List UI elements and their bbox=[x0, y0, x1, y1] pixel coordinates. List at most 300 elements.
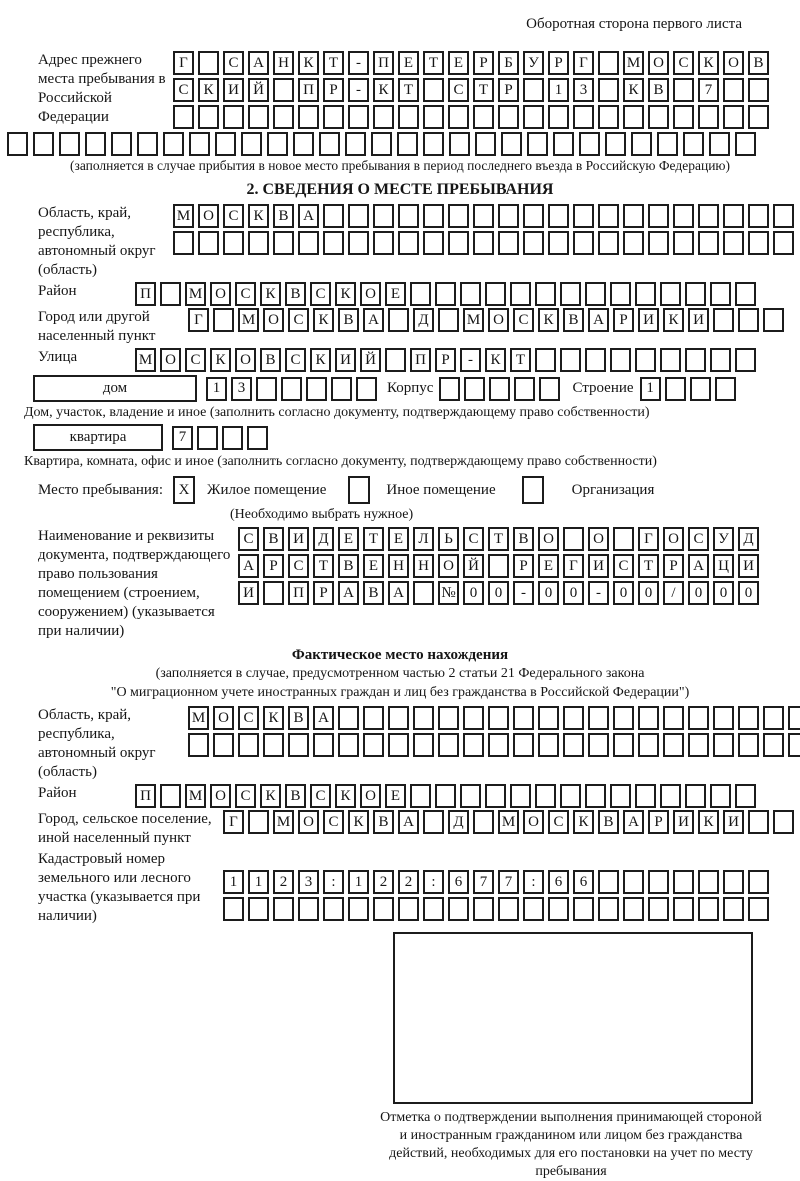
char-cell[interactable] bbox=[685, 784, 706, 808]
char-cell[interactable]: М bbox=[238, 308, 259, 332]
char-cell[interactable] bbox=[388, 706, 409, 730]
char-cell[interactable] bbox=[788, 733, 800, 757]
char-cell[interactable] bbox=[213, 308, 234, 332]
char-cell[interactable]: - bbox=[348, 51, 369, 75]
char-cell[interactable]: 1 bbox=[206, 377, 227, 401]
char-cell[interactable] bbox=[738, 733, 759, 757]
char-cell[interactable] bbox=[723, 231, 744, 255]
char-cell[interactable] bbox=[763, 733, 784, 757]
char-cell[interactable] bbox=[513, 706, 534, 730]
char-cell[interactable] bbox=[371, 132, 392, 156]
char-cell[interactable]: : bbox=[423, 870, 444, 894]
char-cell[interactable] bbox=[713, 308, 734, 332]
char-cell[interactable] bbox=[198, 51, 219, 75]
char-cell[interactable] bbox=[498, 897, 519, 921]
char-cell[interactable] bbox=[323, 897, 344, 921]
char-cell[interactable]: С bbox=[223, 204, 244, 228]
char-cell[interactable] bbox=[560, 282, 581, 306]
char-cell[interactable] bbox=[460, 282, 481, 306]
char-cell[interactable] bbox=[348, 105, 369, 129]
char-cell[interactable]: О bbox=[360, 784, 381, 808]
char-cell[interactable] bbox=[438, 308, 459, 332]
char-cell[interactable] bbox=[439, 377, 460, 401]
char-cell[interactable]: И bbox=[238, 581, 259, 605]
char-cell[interactable] bbox=[460, 784, 481, 808]
char-cell[interactable]: Е bbox=[538, 554, 559, 578]
char-cell[interactable]: О bbox=[663, 527, 684, 551]
char-cell[interactable]: С bbox=[185, 348, 206, 372]
char-cell[interactable] bbox=[488, 706, 509, 730]
char-cell[interactable]: Р bbox=[498, 78, 519, 102]
char-cell[interactable] bbox=[510, 282, 531, 306]
char-cell[interactable] bbox=[448, 231, 469, 255]
char-cell[interactable] bbox=[585, 282, 606, 306]
char-cell[interactable] bbox=[348, 897, 369, 921]
char-cell[interactable] bbox=[498, 204, 519, 228]
char-cell[interactable] bbox=[663, 733, 684, 757]
char-cell[interactable] bbox=[137, 132, 158, 156]
char-cell[interactable] bbox=[475, 132, 496, 156]
char-cell[interactable] bbox=[690, 377, 711, 401]
char-cell[interactable]: 0 bbox=[613, 581, 634, 605]
char-cell[interactable] bbox=[527, 132, 548, 156]
char-cell[interactable] bbox=[648, 897, 669, 921]
char-cell[interactable] bbox=[735, 282, 756, 306]
char-cell[interactable]: К bbox=[698, 810, 719, 834]
char-cell[interactable] bbox=[673, 897, 694, 921]
char-cell[interactable]: Н bbox=[413, 554, 434, 578]
char-cell[interactable]: О bbox=[360, 282, 381, 306]
char-cell[interactable]: 1 bbox=[223, 870, 244, 894]
char-cell[interactable] bbox=[473, 810, 494, 834]
char-cell[interactable] bbox=[263, 581, 284, 605]
char-cell[interactable]: А bbox=[338, 581, 359, 605]
char-cell[interactable]: 0 bbox=[538, 581, 559, 605]
char-cell[interactable]: С bbox=[223, 51, 244, 75]
char-cell[interactable]: Г bbox=[173, 51, 194, 75]
char-cell[interactable]: М bbox=[185, 282, 206, 306]
char-cell[interactable] bbox=[723, 204, 744, 228]
char-cell[interactable] bbox=[356, 377, 377, 401]
char-cell[interactable]: А bbox=[623, 810, 644, 834]
char-cell[interactable]: - bbox=[460, 348, 481, 372]
char-cell[interactable] bbox=[735, 132, 756, 156]
char-cell[interactable] bbox=[523, 231, 544, 255]
char-cell[interactable]: Т bbox=[313, 554, 334, 578]
char-cell[interactable] bbox=[548, 105, 569, 129]
char-cell[interactable]: Е bbox=[448, 51, 469, 75]
char-cell[interactable] bbox=[7, 132, 28, 156]
char-cell[interactable] bbox=[523, 78, 544, 102]
char-cell[interactable]: Н bbox=[273, 51, 294, 75]
char-cell[interactable] bbox=[553, 132, 574, 156]
char-cell[interactable]: С bbox=[323, 810, 344, 834]
char-cell[interactable] bbox=[247, 426, 268, 450]
char-cell[interactable] bbox=[198, 105, 219, 129]
char-cell[interactable]: 2 bbox=[398, 870, 419, 894]
char-cell[interactable] bbox=[501, 132, 522, 156]
char-cell[interactable] bbox=[188, 733, 209, 757]
char-cell[interactable]: А bbox=[363, 308, 384, 332]
char-cell[interactable] bbox=[523, 204, 544, 228]
char-cell[interactable]: Е bbox=[338, 527, 359, 551]
char-cell[interactable] bbox=[598, 78, 619, 102]
char-cell[interactable]: А bbox=[588, 308, 609, 332]
char-cell[interactable] bbox=[623, 897, 644, 921]
char-cell[interactable]: В bbox=[338, 308, 359, 332]
char-cell[interactable] bbox=[413, 733, 434, 757]
char-cell[interactable]: В bbox=[288, 706, 309, 730]
char-cell[interactable] bbox=[710, 282, 731, 306]
char-cell[interactable]: К bbox=[485, 348, 506, 372]
char-cell[interactable]: А bbox=[398, 810, 419, 834]
char-cell[interactable] bbox=[423, 204, 444, 228]
char-cell[interactable] bbox=[598, 897, 619, 921]
char-cell[interactable] bbox=[313, 733, 334, 757]
char-cell[interactable] bbox=[635, 282, 656, 306]
char-cell[interactable] bbox=[748, 810, 769, 834]
char-cell[interactable]: О bbox=[198, 204, 219, 228]
char-cell[interactable] bbox=[173, 105, 194, 129]
char-cell[interactable]: С bbox=[513, 308, 534, 332]
char-cell[interactable] bbox=[648, 204, 669, 228]
char-cell[interactable] bbox=[683, 132, 704, 156]
char-cell[interactable]: О bbox=[588, 527, 609, 551]
char-cell[interactable] bbox=[610, 282, 631, 306]
char-cell[interactable] bbox=[585, 348, 606, 372]
char-cell[interactable] bbox=[588, 706, 609, 730]
char-cell[interactable]: 2 bbox=[273, 870, 294, 894]
char-cell[interactable] bbox=[215, 132, 236, 156]
char-cell[interactable] bbox=[410, 282, 431, 306]
char-cell[interactable] bbox=[488, 733, 509, 757]
char-cell[interactable] bbox=[713, 733, 734, 757]
char-cell[interactable] bbox=[331, 377, 352, 401]
char-cell[interactable] bbox=[273, 897, 294, 921]
char-cell[interactable]: 7 bbox=[498, 870, 519, 894]
char-cell[interactable]: 1 bbox=[640, 377, 661, 401]
char-cell[interactable] bbox=[715, 377, 736, 401]
char-cell[interactable] bbox=[323, 231, 344, 255]
char-cell[interactable]: В bbox=[285, 784, 306, 808]
char-cell[interactable]: К bbox=[663, 308, 684, 332]
char-cell[interactable] bbox=[610, 348, 631, 372]
char-cell[interactable] bbox=[698, 204, 719, 228]
char-cell[interactable] bbox=[273, 105, 294, 129]
char-cell[interactable] bbox=[560, 348, 581, 372]
char-cell[interactable]: : bbox=[323, 870, 344, 894]
char-cell[interactable] bbox=[388, 308, 409, 332]
char-cell[interactable]: М bbox=[135, 348, 156, 372]
char-cell[interactable] bbox=[748, 105, 769, 129]
char-cell[interactable] bbox=[598, 51, 619, 75]
char-cell[interactable] bbox=[539, 377, 560, 401]
char-cell[interactable] bbox=[613, 733, 634, 757]
char-cell[interactable]: К bbox=[698, 51, 719, 75]
char-cell[interactable] bbox=[709, 132, 730, 156]
char-cell[interactable] bbox=[423, 105, 444, 129]
char-cell[interactable] bbox=[673, 78, 694, 102]
char-cell[interactable]: П bbox=[135, 784, 156, 808]
char-cell[interactable]: И bbox=[223, 78, 244, 102]
char-cell[interactable] bbox=[735, 348, 756, 372]
char-cell[interactable] bbox=[773, 810, 794, 834]
char-cell[interactable]: А bbox=[388, 581, 409, 605]
char-cell[interactable] bbox=[573, 897, 594, 921]
char-cell[interactable] bbox=[306, 377, 327, 401]
char-cell[interactable]: О bbox=[210, 784, 231, 808]
char-cell[interactable] bbox=[463, 733, 484, 757]
char-cell[interactable]: П bbox=[410, 348, 431, 372]
char-cell[interactable]: Р bbox=[613, 308, 634, 332]
char-cell[interactable] bbox=[698, 231, 719, 255]
char-cell[interactable] bbox=[59, 132, 80, 156]
char-cell[interactable] bbox=[698, 897, 719, 921]
char-cell[interactable] bbox=[723, 105, 744, 129]
char-cell[interactable] bbox=[173, 231, 194, 255]
char-cell[interactable] bbox=[748, 204, 769, 228]
char-cell[interactable]: М bbox=[463, 308, 484, 332]
char-cell[interactable] bbox=[673, 870, 694, 894]
char-cell[interactable] bbox=[373, 204, 394, 228]
char-cell[interactable]: М bbox=[623, 51, 644, 75]
char-cell[interactable]: - bbox=[588, 581, 609, 605]
char-cell[interactable] bbox=[688, 706, 709, 730]
char-cell[interactable] bbox=[685, 282, 706, 306]
char-cell[interactable]: Б bbox=[498, 51, 519, 75]
char-cell[interactable] bbox=[748, 78, 769, 102]
char-cell[interactable] bbox=[713, 706, 734, 730]
char-cell[interactable] bbox=[748, 870, 769, 894]
char-cell[interactable] bbox=[623, 231, 644, 255]
char-cell[interactable]: С bbox=[613, 554, 634, 578]
char-cell[interactable] bbox=[688, 733, 709, 757]
char-cell[interactable] bbox=[598, 105, 619, 129]
char-cell[interactable]: Е bbox=[388, 527, 409, 551]
char-cell[interactable]: П bbox=[135, 282, 156, 306]
char-cell[interactable]: 0 bbox=[738, 581, 759, 605]
char-cell[interactable] bbox=[423, 78, 444, 102]
char-cell[interactable] bbox=[698, 870, 719, 894]
char-cell[interactable]: Р bbox=[548, 51, 569, 75]
char-cell[interactable] bbox=[223, 105, 244, 129]
char-cell[interactable] bbox=[398, 204, 419, 228]
char-cell[interactable] bbox=[449, 132, 470, 156]
char-cell[interactable] bbox=[223, 231, 244, 255]
char-cell[interactable]: И bbox=[288, 527, 309, 551]
char-cell[interactable] bbox=[788, 706, 800, 730]
char-cell[interactable] bbox=[763, 308, 784, 332]
char-cell[interactable]: Г bbox=[563, 554, 584, 578]
char-cell[interactable]: К bbox=[260, 784, 281, 808]
char-cell[interactable] bbox=[738, 308, 759, 332]
char-cell[interactable] bbox=[548, 231, 569, 255]
char-cell[interactable]: Р bbox=[648, 810, 669, 834]
char-cell[interactable] bbox=[498, 231, 519, 255]
char-cell[interactable] bbox=[448, 204, 469, 228]
char-cell[interactable]: Р bbox=[473, 51, 494, 75]
char-cell[interactable] bbox=[248, 231, 269, 255]
char-cell[interactable] bbox=[281, 377, 302, 401]
char-cell[interactable]: 7 bbox=[172, 426, 193, 450]
char-cell[interactable] bbox=[510, 784, 531, 808]
char-cell[interactable]: К bbox=[313, 308, 334, 332]
char-cell[interactable] bbox=[248, 105, 269, 129]
char-cell[interactable] bbox=[631, 132, 652, 156]
char-cell[interactable]: И bbox=[723, 810, 744, 834]
char-cell[interactable]: С bbox=[288, 554, 309, 578]
char-cell[interactable] bbox=[85, 132, 106, 156]
char-cell[interactable] bbox=[623, 204, 644, 228]
char-cell[interactable]: К bbox=[298, 51, 319, 75]
char-cell[interactable]: 2 bbox=[373, 870, 394, 894]
char-cell[interactable]: В bbox=[338, 554, 359, 578]
char-cell[interactable] bbox=[423, 132, 444, 156]
char-cell[interactable]: В bbox=[260, 348, 281, 372]
char-cell[interactable]: 0 bbox=[463, 581, 484, 605]
char-cell[interactable] bbox=[598, 204, 619, 228]
char-cell[interactable]: Р bbox=[323, 78, 344, 102]
char-cell[interactable]: 6 bbox=[573, 870, 594, 894]
char-cell[interactable]: К bbox=[263, 706, 284, 730]
char-cell[interactable] bbox=[773, 204, 794, 228]
char-cell[interactable] bbox=[373, 897, 394, 921]
char-cell[interactable]: 1 bbox=[548, 78, 569, 102]
char-cell[interactable]: С bbox=[463, 527, 484, 551]
char-cell[interactable] bbox=[238, 733, 259, 757]
char-cell[interactable]: Ц bbox=[713, 554, 734, 578]
char-cell[interactable]: Г bbox=[188, 308, 209, 332]
char-cell[interactable] bbox=[388, 733, 409, 757]
char-cell[interactable] bbox=[293, 132, 314, 156]
char-cell[interactable] bbox=[473, 105, 494, 129]
char-cell[interactable] bbox=[33, 132, 54, 156]
char-cell[interactable]: В bbox=[273, 204, 294, 228]
char-cell[interactable] bbox=[579, 132, 600, 156]
char-cell[interactable]: О bbox=[523, 810, 544, 834]
char-cell[interactable] bbox=[256, 377, 277, 401]
char-cell[interactable]: Т bbox=[398, 78, 419, 102]
char-cell[interactable]: О bbox=[298, 810, 319, 834]
char-cell[interactable] bbox=[248, 810, 269, 834]
char-cell[interactable] bbox=[189, 132, 210, 156]
char-cell[interactable] bbox=[348, 231, 369, 255]
char-cell[interactable] bbox=[338, 706, 359, 730]
char-cell[interactable]: Е bbox=[363, 554, 384, 578]
char-cell[interactable]: И bbox=[738, 554, 759, 578]
char-cell[interactable] bbox=[660, 282, 681, 306]
char-cell[interactable] bbox=[348, 204, 369, 228]
char-cell[interactable]: Р bbox=[263, 554, 284, 578]
char-cell[interactable] bbox=[535, 348, 556, 372]
char-cell[interactable]: 0 bbox=[713, 581, 734, 605]
char-cell[interactable]: О bbox=[210, 282, 231, 306]
char-cell[interactable]: 3 bbox=[231, 377, 252, 401]
char-cell[interactable]: С bbox=[235, 784, 256, 808]
char-cell[interactable] bbox=[385, 348, 406, 372]
char-cell[interactable] bbox=[160, 282, 181, 306]
char-cell[interactable] bbox=[598, 870, 619, 894]
char-cell[interactable] bbox=[648, 105, 669, 129]
char-cell[interactable]: 6 bbox=[448, 870, 469, 894]
char-cell[interactable]: Д bbox=[448, 810, 469, 834]
char-cell[interactable]: С bbox=[688, 527, 709, 551]
char-cell[interactable] bbox=[197, 426, 218, 450]
char-cell[interactable]: С bbox=[548, 810, 569, 834]
char-cell[interactable] bbox=[573, 204, 594, 228]
char-cell[interactable]: Г bbox=[638, 527, 659, 551]
char-cell[interactable]: С bbox=[285, 348, 306, 372]
char-cell[interactable]: К bbox=[348, 810, 369, 834]
char-cell[interactable]: В bbox=[363, 581, 384, 605]
char-cell[interactable]: 3 bbox=[573, 78, 594, 102]
char-cell[interactable]: Й bbox=[248, 78, 269, 102]
char-cell[interactable] bbox=[635, 348, 656, 372]
char-cell[interactable] bbox=[398, 105, 419, 129]
char-cell[interactable]: Т bbox=[488, 527, 509, 551]
char-cell[interactable] bbox=[538, 706, 559, 730]
char-cell[interactable] bbox=[563, 706, 584, 730]
char-cell[interactable] bbox=[435, 784, 456, 808]
char-cell[interactable]: А bbox=[248, 51, 269, 75]
char-cell[interactable] bbox=[298, 105, 319, 129]
char-cell[interactable]: / bbox=[663, 581, 684, 605]
char-cell[interactable] bbox=[223, 897, 244, 921]
char-cell[interactable] bbox=[363, 733, 384, 757]
char-cell[interactable] bbox=[298, 231, 319, 255]
char-cell[interactable] bbox=[464, 377, 485, 401]
char-cell[interactable] bbox=[723, 870, 744, 894]
char-cell[interactable] bbox=[435, 282, 456, 306]
char-cell[interactable]: Р bbox=[435, 348, 456, 372]
char-cell[interactable]: О bbox=[263, 308, 284, 332]
char-cell[interactable]: Т bbox=[363, 527, 384, 551]
char-cell[interactable] bbox=[773, 231, 794, 255]
char-cell[interactable]: К bbox=[248, 204, 269, 228]
char-cell[interactable]: Н bbox=[388, 554, 409, 578]
char-cell[interactable] bbox=[663, 706, 684, 730]
char-cell[interactable]: Й bbox=[360, 348, 381, 372]
char-cell[interactable] bbox=[198, 231, 219, 255]
char-cell[interactable]: М bbox=[498, 810, 519, 834]
char-cell[interactable] bbox=[463, 706, 484, 730]
char-cell[interactable] bbox=[613, 527, 634, 551]
char-cell[interactable] bbox=[398, 897, 419, 921]
char-cell[interactable] bbox=[348, 476, 370, 504]
char-cell[interactable]: А bbox=[298, 204, 319, 228]
char-cell[interactable]: О bbox=[438, 554, 459, 578]
char-cell[interactable]: В bbox=[648, 78, 669, 102]
char-cell[interactable] bbox=[585, 784, 606, 808]
char-cell[interactable] bbox=[111, 132, 132, 156]
char-cell[interactable] bbox=[413, 706, 434, 730]
char-cell[interactable]: А bbox=[688, 554, 709, 578]
char-cell[interactable]: : bbox=[523, 870, 544, 894]
char-cell[interactable]: О bbox=[488, 308, 509, 332]
char-cell[interactable] bbox=[413, 581, 434, 605]
char-cell[interactable]: 0 bbox=[488, 581, 509, 605]
char-cell[interactable] bbox=[263, 733, 284, 757]
char-cell[interactable] bbox=[498, 105, 519, 129]
char-cell[interactable] bbox=[473, 204, 494, 228]
char-cell[interactable] bbox=[319, 132, 340, 156]
char-cell[interactable] bbox=[660, 348, 681, 372]
char-cell[interactable]: В bbox=[598, 810, 619, 834]
char-cell[interactable] bbox=[267, 132, 288, 156]
char-cell[interactable] bbox=[560, 784, 581, 808]
char-cell[interactable]: 3 bbox=[298, 870, 319, 894]
char-cell[interactable]: М bbox=[273, 810, 294, 834]
